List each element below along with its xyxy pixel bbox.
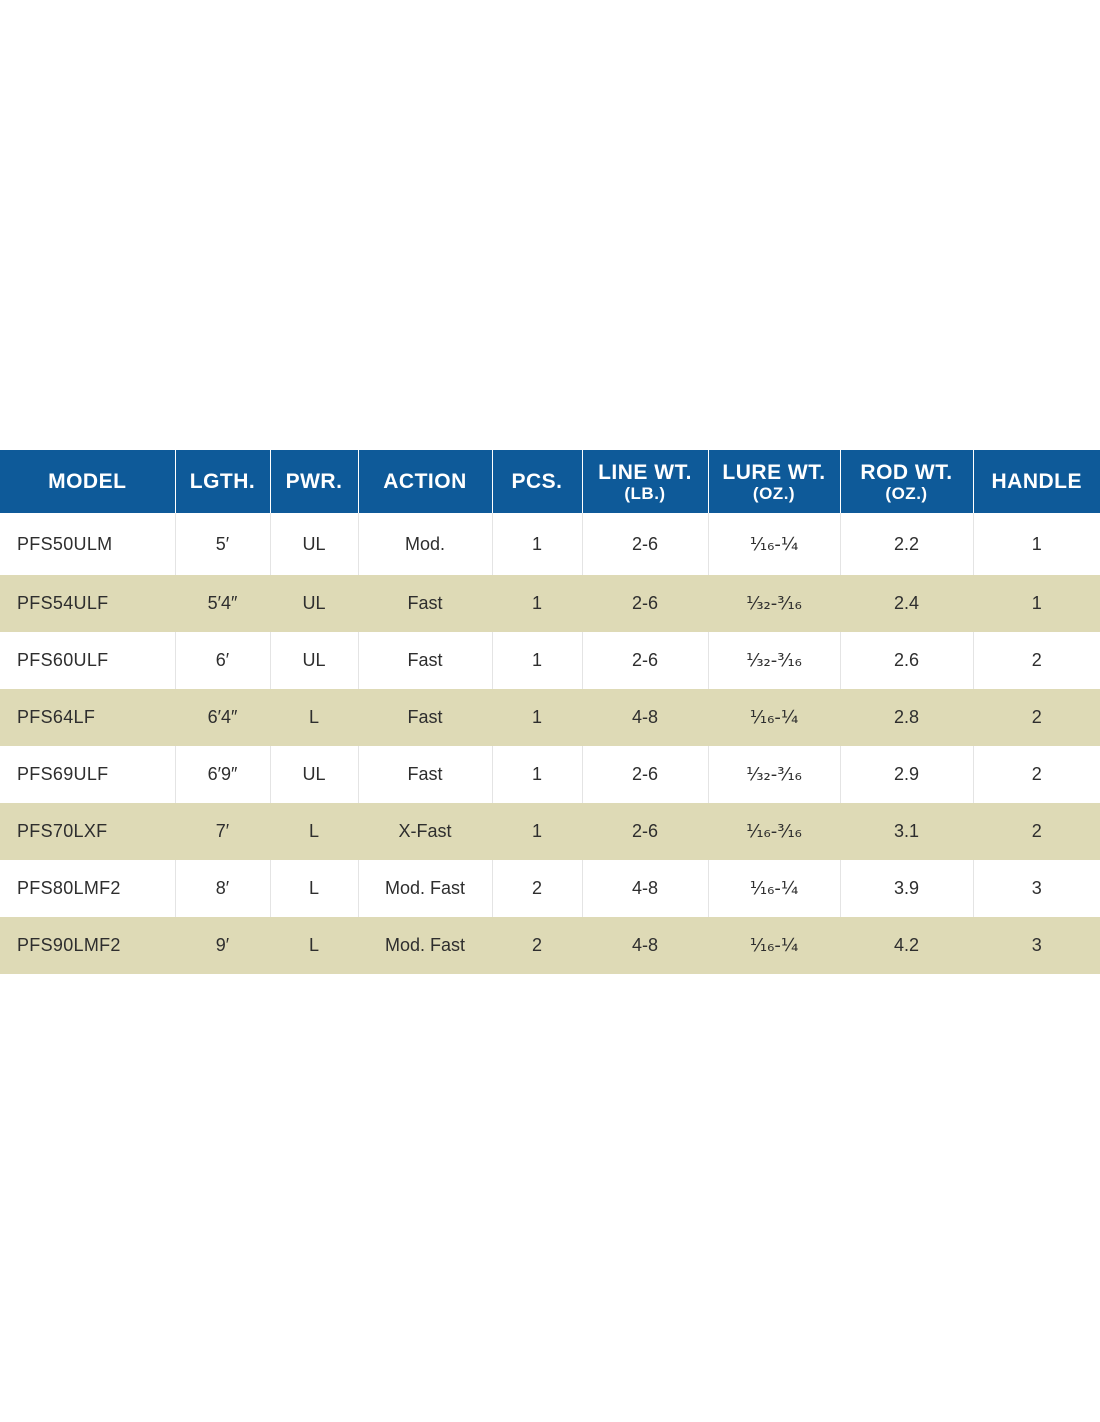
- cell-rod-weight: 2.6: [840, 632, 973, 689]
- cell-handle: 2: [1031, 650, 1042, 670]
- cell-lure-weight: ¹⁄₁₆-³⁄₁₆: [708, 803, 840, 860]
- header-length: LGTH.: [175, 450, 270, 513]
- cell-power: UL: [270, 632, 358, 689]
- cell-lure-weight: ¹⁄₁₆-¼: [708, 917, 840, 974]
- cell-rod-weight: 2.4: [840, 575, 973, 632]
- cell-pieces: 1: [492, 575, 582, 632]
- cell-length: 5′4″: [175, 575, 270, 632]
- cell-power: L: [270, 860, 358, 917]
- cell-power: L: [270, 689, 358, 746]
- cell-action: Fast: [358, 575, 492, 632]
- cell-rod-weight: 2.2: [840, 513, 973, 575]
- cell-pieces: 1: [492, 803, 582, 860]
- header-lure-weight-unit: (OZ.): [752, 483, 796, 503]
- cell-lure-weight: ¹⁄₃₂-³⁄₁₆: [708, 746, 840, 803]
- table-row: [0, 575, 1100, 632]
- cell-line-weight: 2-6: [582, 632, 708, 689]
- header-line-weight: LINE WT. (LB.): [582, 450, 708, 513]
- cell-action: Fast: [358, 689, 492, 746]
- cell-length: 6′4″: [175, 689, 270, 746]
- cell-pieces: 2: [492, 917, 582, 974]
- cell-power: L: [270, 917, 358, 974]
- cell-rod-weight: 2.8: [840, 689, 973, 746]
- cell-line-weight: 4-8: [582, 860, 708, 917]
- header-rod-weight-unit: (OZ.): [885, 483, 928, 503]
- cell-model: PFS60ULF: [0, 632, 175, 689]
- cell-power: UL: [270, 575, 358, 632]
- header-lure-weight: LURE WT. (OZ.): [708, 450, 840, 513]
- header-line-weight-unit: (LB.): [624, 483, 666, 503]
- cell-handle: 2: [973, 689, 1100, 746]
- cell-model: PFS90LMF2: [0, 917, 175, 974]
- cell-power: UL: [270, 513, 358, 575]
- cell-action: Fast: [358, 632, 492, 689]
- cell-length: 7′: [175, 803, 270, 860]
- cell-action: Mod. Fast: [358, 860, 492, 917]
- header-rod-weight: ROD WT. (OZ.): [840, 450, 973, 513]
- cell-line-weight: 2-6: [582, 746, 708, 803]
- cell-handle: 2: [973, 803, 1100, 860]
- cell-handle: 1: [1031, 533, 1042, 554]
- cell-pieces: 1: [492, 513, 582, 575]
- table-row: [0, 632, 1100, 689]
- rod-spec-table: [0, 450, 1100, 974]
- cell-action: X-Fast: [358, 803, 492, 860]
- cell-action: Mod.: [358, 513, 492, 575]
- cell-rod-weight: 4.2: [840, 917, 973, 974]
- header-model: MODEL: [0, 450, 175, 513]
- cell-handle: 3: [1031, 878, 1042, 898]
- cell-line-weight: 2-6: [582, 575, 708, 632]
- header-pieces: PCS.: [492, 450, 582, 513]
- cell-pieces: 1: [492, 746, 582, 803]
- cell-length: 8′: [175, 860, 270, 917]
- cell-pieces: 1: [492, 632, 582, 689]
- header-handle: HANDLE: [973, 450, 1100, 513]
- cell-action: Mod. Fast: [358, 917, 492, 974]
- cell-line-weight: 4-8: [582, 689, 708, 746]
- cell-rod-weight: 3.9: [840, 860, 973, 917]
- cell-model: PFS70LXF: [0, 803, 175, 860]
- cell-rod-weight: 2.9: [840, 746, 973, 803]
- table-row: [0, 803, 1100, 860]
- cell-lure-weight: ¹⁄₃₂-³⁄₁₆: [708, 632, 840, 689]
- cell-length: 6′9″: [175, 746, 270, 803]
- cell-length: 5′: [175, 513, 270, 575]
- cell-model: PFS50ULM: [0, 513, 175, 575]
- table-header-row: [0, 450, 1100, 513]
- cell-model: PFS64LF: [0, 689, 175, 746]
- cell-line-weight: 2-6: [582, 803, 708, 860]
- header-action: ACTION: [358, 450, 492, 513]
- cell-pieces: 1: [492, 689, 582, 746]
- table-row: [0, 746, 1100, 803]
- cell-action: Fast: [358, 746, 492, 803]
- header-power: PWR.: [270, 450, 358, 513]
- table-row: [0, 513, 1100, 575]
- cell-model: PFS69ULF: [0, 746, 175, 803]
- cell-lure-weight: ¹⁄₃₂-³⁄₁₆: [708, 575, 840, 632]
- cell-lure-weight: ¹⁄₁₆-¼: [708, 689, 840, 746]
- cell-line-weight: 4-8: [582, 917, 708, 974]
- cell-lure-weight: ¹⁄₁₆-¼: [708, 860, 840, 917]
- cell-length: 9′: [175, 917, 270, 974]
- cell-model: PFS54ULF: [0, 575, 175, 632]
- cell-lure-weight: ¹⁄₁₆-¼: [708, 513, 840, 575]
- cell-line-weight: 2-6: [582, 513, 708, 575]
- cell-pieces: 2: [492, 860, 582, 917]
- table-row: [0, 689, 1100, 746]
- cell-handle: 3: [973, 917, 1100, 974]
- cell-power: L: [270, 803, 358, 860]
- cell-handle: 2: [1031, 764, 1042, 784]
- cell-handle: 1: [973, 575, 1100, 632]
- cell-model: PFS80LMF2: [0, 860, 175, 917]
- cell-length: 6′: [175, 632, 270, 689]
- table-row: [0, 917, 1100, 974]
- table-row: [0, 860, 1100, 917]
- cell-power: UL: [270, 746, 358, 803]
- cell-rod-weight: 3.1: [840, 803, 973, 860]
